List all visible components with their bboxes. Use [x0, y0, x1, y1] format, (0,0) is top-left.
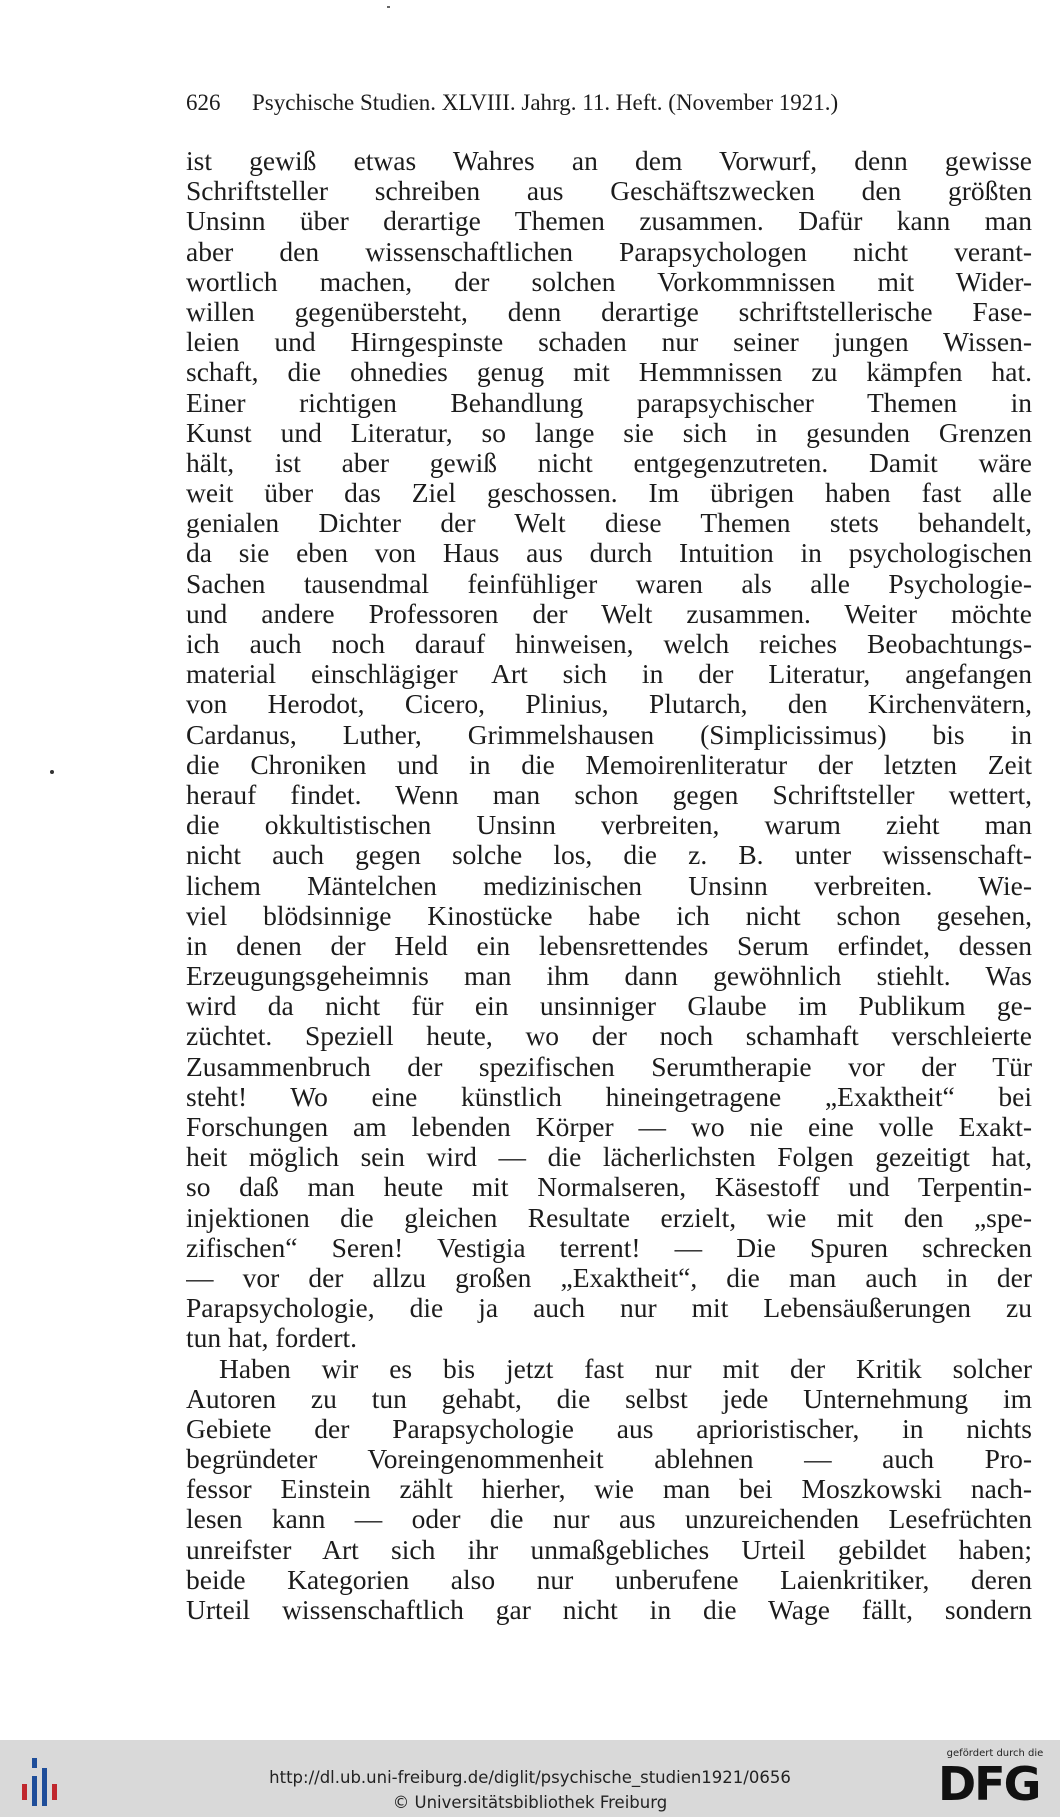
text-line: die Chroniken und in die Memoirenliteratur der letzten Zeit	[186, 749, 1032, 780]
text-line: lichem Mäntelchen medizinischen Unsinn verbreiten. Wie-	[186, 870, 1032, 901]
text-line: Zusammenbruch der spezifischen Serumtherapie vor der Tür	[186, 1051, 1032, 1082]
text-line: injektionen die gleichen Resultate erzielt, wie mit den „spe-	[186, 1202, 1032, 1233]
source-url[interactable]: http://dl.ub.uni-freiburg.de/diglit/psychische_studien1921/0656	[269, 1768, 791, 1787]
text-line: so daß man heute mit Normalseren, Käsestoff und Terpentin-	[186, 1172, 1032, 1203]
text-line: heit möglich sein wird — die lächerlichsten Folgen gezeitigt hat,	[186, 1142, 1032, 1173]
text-line: Erzeugungsgeheimnis man ihm dann gewöhnlich stiehlt. Was	[186, 961, 1032, 992]
text-line: wird da nicht für ein unsinniger Glaube im Publikum ge-	[186, 991, 1032, 1022]
text-line: weit über das Ziel geschossen. Im übrigen haben fast alle	[186, 478, 1032, 509]
text-line: herauf findet. Wenn man schon gegen Schriftsteller wettert,	[186, 779, 1032, 810]
text-line: viel blödsinnige Kinostücke habe ich nicht schon gesehen,	[186, 900, 1032, 931]
text-line: Unsinn über derartige Themen zusammen. Dafür kann man	[186, 206, 1032, 237]
text-line: leien und Hirngespinste schaden nur seiner jungen Wissen-	[186, 327, 1032, 358]
text-line: von Herodot, Cicero, Plinius, Plutarch, den Kirchenvätern,	[186, 689, 1032, 720]
scan-speck	[387, 6, 390, 8]
text-line: Kunst und Literatur, so lange sie sich in gesunden Grenzen	[186, 417, 1032, 448]
text-line: willen gegenübersteht, denn derartige schriftstellerische Fase-	[186, 296, 1032, 327]
text-line: Parapsychologie, die ja auch nur mit Lebensäußerungen zu	[186, 1293, 1032, 1324]
text-line: material einschlägiger Art sich in der Literatur, angefangen	[186, 659, 1032, 690]
text-line: aber den wissenschaftlichen Parapsychologen nicht verant-	[186, 236, 1032, 267]
text-line: Einer richtigen Behandlung parapsychischer Themen in	[186, 387, 1032, 418]
text-line: wortlich machen, der solchen Vorkommnissen mit Wider-	[186, 266, 1032, 297]
page-number: 626	[186, 90, 221, 115]
text-line: Haben wir es bis jetzt fast nur mit der Kritik solcher	[219, 1353, 1032, 1384]
text-line: Schriftsteller schreiben aus Geschäftszwecken den größten	[186, 176, 1032, 207]
text-line: begründeter Voreingenommenheit ablehnen — auch Pro-	[186, 1444, 1032, 1475]
text-line: in denen der Held ein lebensrettendes Serum erfindet, dessen	[186, 930, 1032, 961]
text-line: Urteil wissenschaftlich gar nicht in die Wage fällt, sondern	[186, 1595, 1032, 1625]
body-text	[186, 146, 1032, 1625]
text-line: ich auch noch darauf hinweisen, welch reiches Beobachtungs-	[186, 629, 1032, 659]
text-line: fessor Einstein zählt hierher, wie man bei Moszkowski nach-	[186, 1474, 1032, 1505]
text-line: ist gewiß etwas Wahres an dem Vorwurf, denn gewisse	[186, 146, 1032, 176]
text-line: züchtet. Speziell heute, wo der noch schamhaft verschleierte	[186, 1021, 1032, 1052]
text-line: hält, ist aber gewiß nicht entgegenzutreten. Damit wäre	[186, 447, 1032, 478]
text-line: — vor der allzu großen „Exaktheit“, die man auch in der	[186, 1262, 1032, 1293]
text-line: Cardanus, Luther, Grimmelshausen (Simplicissimus) bis in	[186, 719, 1032, 750]
text-line: nicht auch gegen solche los, die z. B. unter wissenschaft-	[186, 840, 1032, 871]
text-line: beide Kategorien also nur unberufene Laienkritiker, deren	[186, 1564, 1032, 1595]
text-line: schaft, die ohnedies genug mit Hemmnissen zu kämpfen hat.	[186, 357, 1032, 388]
text-line: lesen kann — oder die nur aus unzureichenden Lesefrüchten	[186, 1504, 1032, 1535]
text-line: steht! Wo eine künstlich hineingetragene „Exaktheit“ bei	[186, 1081, 1032, 1112]
text-line: Forschungen am lebenden Körper — wo nie eine volle Exakt-	[186, 1112, 1032, 1142]
margin-speck	[50, 770, 54, 774]
text-line: zifischen“ Seren! Vestigia terrent! — Die Spuren schrecken	[186, 1232, 1032, 1263]
text-line: die okkultistischen Unsinn verbreiten, warum zieht man	[186, 810, 1032, 841]
dfg-caption: gefördert durch die	[946, 1748, 1044, 1759]
running-header	[186, 90, 1026, 122]
text-line: und andere Professoren der Welt zusammen. Weiter möchte	[186, 598, 1032, 629]
copyright-notice: © Universitätsbibliothek Freiburg	[392, 1793, 668, 1812]
text-line: Autoren zu tun gehabt, die selbst jede Unternehmung im	[186, 1383, 1032, 1414]
running-title: Psychische Studien. XLVIII. Jahrg. 11. Heft. (November 1921.)	[252, 90, 839, 115]
text-line: Gebiete der Parapsychologie aus aprioristischer, in nichts	[186, 1413, 1032, 1444]
text-line: genialen Dichter der Welt diese Themen stets behandelt,	[186, 508, 1032, 539]
text-line: tun hat, fordert.	[186, 1323, 358, 1354]
text-line: unreifster Art sich ihr unmaßgebliches Urteil gebildet haben;	[186, 1534, 1032, 1565]
text-line: da sie eben von Haus aus durch Intuition in psychologischen	[186, 538, 1032, 569]
text-line: Sachen tausendmal feinfühliger waren als alle Psychologie-	[186, 568, 1032, 599]
footer-bar	[0, 1740, 1060, 1817]
dfg-logo: DFG	[938, 1757, 1040, 1811]
